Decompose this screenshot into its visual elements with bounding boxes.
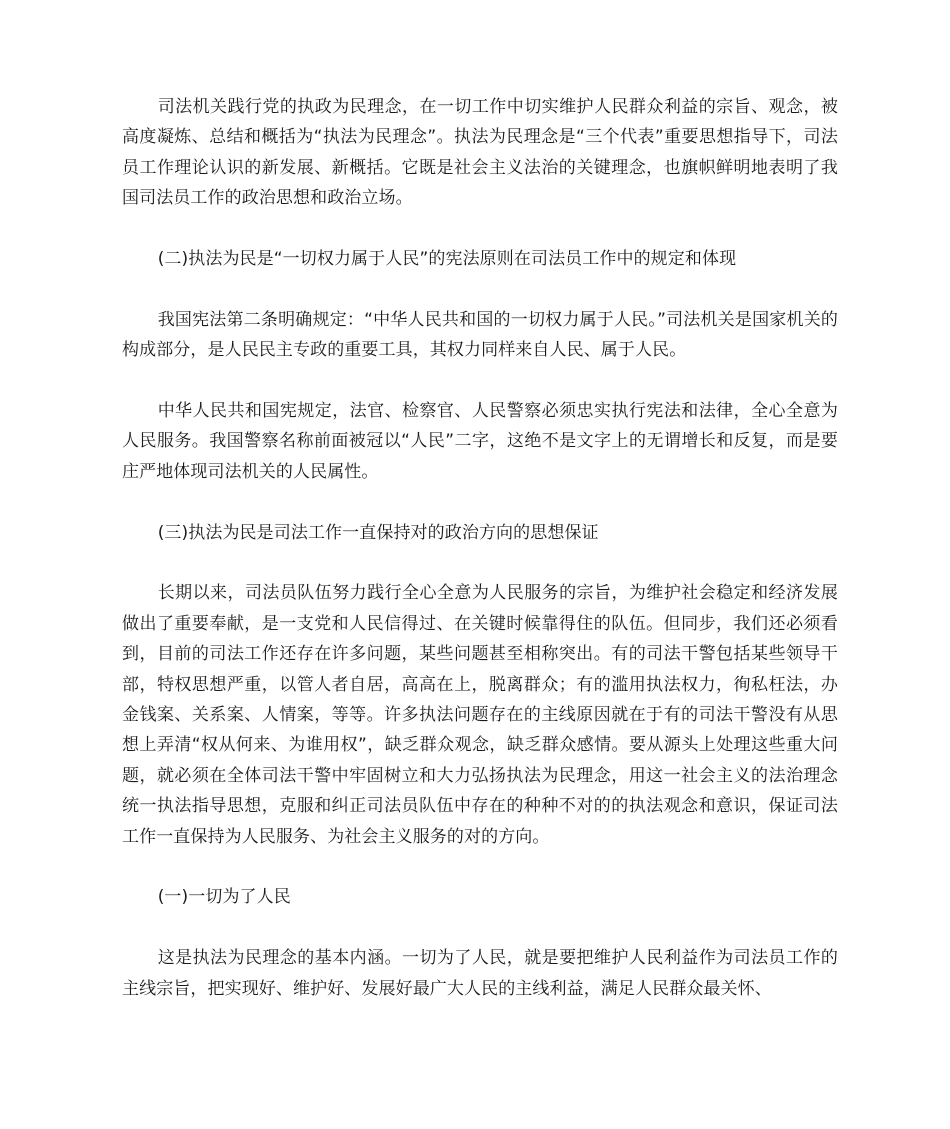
paragraph-for-people: 这是执法为民理念的基本内涵。一切为了人民，就是要把维护人民利益作为司法员工作的主线宗旨，把实现好、维护好、发展好最广大人民的主线利益，满足人民群众最关怀、: [122, 948, 838, 999]
paragraph-spacer: [122, 214, 838, 244]
paragraph-constitution: 我国宪法第二条明确规定：“中华人民共和国的一切权力属于人民。”司法机关是国家机关的构成部分，是人民民主专政的重要工具，其权力同样来自人民、属于人民。: [122, 309, 838, 361]
paragraph-intro: 司法机关践行党的执政为民理念，在一切工作中切实维护人民群众利益的宗旨、观念，被高度凝炼、总结和概括为“执法为民理念”。执法为民理念是“三个代表”重要思想指导下，司法员工作理论认识的新发展、新概括。它既是社会主义法治的关键理念，也旗帜鲜明地表明了我国司法员工作的政治思想和政治立场。: [122, 97, 838, 209]
paragraph-spacer: [122, 366, 838, 396]
paragraph-long-term: 长期以来，司法员队伍努力践行全心全意为人民服务的宗旨，为维护社会稳定和经济发展做出了重要奉献，是一支党和人民信得过、在关键时候靠得住的队伍。但同步，我们还必须看到，目前的司法工作还存在许多问题，某些问题甚至相称突出。有的司法干警包括某些领导干部，特权思想严重，以管人者自居，高高在上，脱离群众；有的滥用执法权力，徇私枉法，办金钱案、关系案、人情案，等等。许多执法问题存在的主线原因就在于有的司法干警没有从思想上弄清“权从何来、为谁用权”，缺乏群众观念，缺乏群众感情。要从源头上处理这些重大问题，就必须在全体司法干警中牢固树立和大力弘扬执法为民理念，用这一社会主义的法治理念统一执法指导思想，克服和纠正司法员队伍中存在的种种不对的的执法观念和意识，保证司法工作一直保持为人民服务、为社会主义服务的对的方向。: [122, 583, 838, 847]
paragraph-spacer: [122, 487, 838, 517]
paragraph-spacer: [122, 852, 838, 882]
document-body: [122, 92, 838, 1004]
paragraph-police: 中华人民共和国宪规定，法官、检察官、人民警察必须忠实执行宪法和法律，全心全意为人民服务。我国警察名称前面被冠以“人民”二字，这绝不是文字上的无谓增长和反复，而是要庄严地体现司法机关的人民属性。: [122, 401, 838, 482]
paragraph-spacer: [122, 913, 838, 943]
section-heading-3: (三)执法为民是司法工作一直保持对的政治方向的思想保证: [157, 522, 599, 543]
section-heading-2: (二)执法为民是“一切权力属于人民”的宪法原则在司法员工作中的规定和体现: [157, 249, 737, 270]
paragraph-spacer: [122, 548, 838, 578]
paragraph-spacer: [122, 274, 838, 304]
section-heading-1: (一)一切为了人民: [157, 887, 291, 908]
